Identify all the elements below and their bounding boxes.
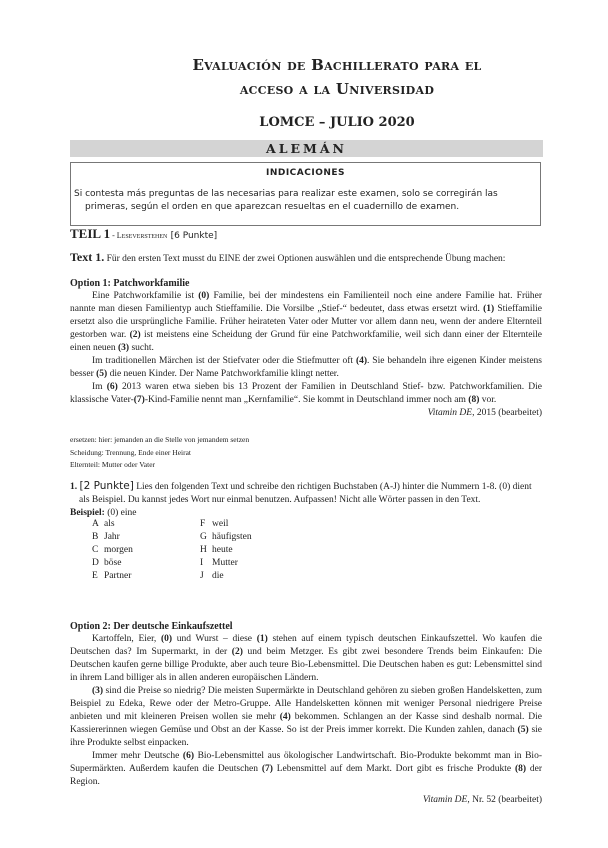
section-points: [6 Punkte] bbox=[170, 231, 218, 241]
choice-letter: G bbox=[200, 532, 207, 542]
paragraph-text: bekommen. Schlangen an der Kasse sind deshalb normal. Die Kassiererinnen wiegen Gemüse und Obst an der Kasse. So ist der Preis immer korrekt. Die Kunden zahlen, danach bbox=[70, 712, 542, 735]
exam-title-line1: Evaluación de Bachillerato para el bbox=[192, 56, 482, 74]
exam-title-line2: acceso a la Universidad bbox=[239, 80, 435, 98]
paragraph-text: und beim Metzger. Es gibt zwei besondere Trends beim Einkaufen: Die Deutschen kaufen gerne billige Produkte, aber auch teure Bio-Lebensmittel. Die Deutschen haben es gut: Lebensmittel sind in ihrem Land billiger als in allen anderen europäischen Ländern. bbox=[70, 647, 543, 683]
choice-word: weil bbox=[212, 519, 229, 529]
paragraph bbox=[70, 381, 542, 407]
glossary-item: Elternteil: Mutter oder Vater bbox=[70, 460, 156, 469]
choice-word: als bbox=[104, 519, 115, 529]
task1-instruction bbox=[70, 480, 542, 507]
task1-text: Lies den folgenden Text und schreibe den richtigen Buchstaben (A-J) hinter die Nummern 1-8. (0) dient als Beispiel. Du kannst jedes Wort nur einmal benutzen. Aufpassen! Nicht alle Wörter passen in den Text. bbox=[79, 482, 532, 505]
gap-number: (1) bbox=[256, 634, 268, 644]
paragraph-text: die neuen Kinder. Der Name Patchworkfamilie klingt netter. bbox=[107, 369, 339, 379]
choice-word: die bbox=[212, 571, 224, 581]
gap-number: (8) bbox=[468, 395, 480, 405]
choice-letter: J bbox=[200, 571, 204, 581]
instructions-text: Si contesta más preguntas de las necesarias para realizar este examen, solo se corregirán las primeras, según el orden en que aparezcan resueltas en el cuadernillo de examen. bbox=[74, 189, 498, 212]
text1-instruction bbox=[70, 250, 505, 265]
gap-number: (4) bbox=[279, 712, 291, 722]
paragraph-text: und Wurst – diese bbox=[172, 634, 257, 644]
subject-banner: ALEMÁN bbox=[70, 140, 543, 157]
choice-word: häufigsten bbox=[212, 532, 252, 542]
text1-label: Text 1. bbox=[70, 250, 105, 264]
paragraph-text: sucht. bbox=[129, 343, 154, 353]
paragraph-text: sie ihre Produkte selbst einpacken. bbox=[70, 725, 542, 748]
gap-number: (7) bbox=[261, 764, 273, 774]
paragraph-text: vor. bbox=[479, 395, 497, 405]
paragraph-text: Im traditionellen Märchen ist der Stiefvater oder die Stiefmutter oft bbox=[92, 356, 356, 366]
example-value: (0) eine bbox=[107, 508, 137, 518]
task1-number: 1. bbox=[70, 482, 78, 492]
paragraph-text: Stieffamilie ersetzt also die ursprüngliche Familie. Früher heirateten Vater oder Mutter vor allem dann neu, wenn der andere Elternteil gestorben war. bbox=[70, 304, 542, 340]
gap-number: (1) bbox=[483, 304, 495, 314]
paragraph-text: ist meistens eine Scheidung der Grund für eine Patchworkfamilie, weil sich dann einer der Elternteile einen neuen bbox=[70, 330, 543, 353]
section-name: Leseverstehen bbox=[116, 231, 168, 240]
paragraph-text: Im bbox=[92, 382, 107, 392]
gap-number: (2) bbox=[129, 330, 141, 340]
instructions-heading: INDICACIONES bbox=[265, 168, 346, 178]
example-label: Beispiel: bbox=[70, 508, 105, 518]
word-choice bbox=[200, 570, 320, 583]
source-detail: , 2015 (bearbeitet) bbox=[472, 408, 542, 418]
choice-letter: E bbox=[92, 571, 98, 581]
paragraph-text: sind die Preise so niedrig? Die meisten Supermärkte in Deutschland gehören zu sieben großen Handelsketten, zum Beispiel zu Edeka, Rewe oder der Metro-Gruppe. Alle Handelsketten können mit weniger Personal niedrigere Preise anbieten und mit kleineren Preisen wollen sie mehr bbox=[70, 686, 542, 722]
paragraph bbox=[70, 750, 542, 789]
choice-word: heute bbox=[212, 545, 233, 555]
instructions-box bbox=[70, 162, 541, 226]
word-choice bbox=[92, 570, 200, 583]
choice-letter: D bbox=[92, 558, 99, 568]
paragraph bbox=[70, 633, 542, 685]
choice-letter: C bbox=[92, 545, 99, 555]
gap-number: (0) bbox=[198, 291, 210, 301]
paragraph bbox=[70, 685, 542, 750]
source-detail: , Nr. 52 (bearbeitet) bbox=[467, 795, 542, 805]
choice-letter: A bbox=[92, 519, 99, 529]
paragraph-text: Immer mehr Deutsche bbox=[92, 751, 183, 761]
paragraph-text: 2013 waren etwa sieben bis 13 Prozent der Familien in Deutschland Stief- bzw. Patchworkfamilien. Die klassische Vater- bbox=[70, 382, 542, 405]
word-choices bbox=[92, 518, 320, 583]
word-choice bbox=[92, 557, 200, 570]
paragraph-text: -Kind-Familie nennt man „Kernfamilie“. Sie kommt in Deutschland immer noch am bbox=[144, 395, 469, 405]
glossary-item: ersetzen: hier: jemanden an die Stelle von jemandem setzen bbox=[70, 435, 250, 444]
word-choice bbox=[92, 518, 200, 531]
option2-heading: Option 2: Der deutsche Einkaufszettel bbox=[70, 621, 233, 632]
choice-letter: I bbox=[200, 558, 204, 568]
option1 bbox=[70, 277, 542, 420]
gap-number: (5) bbox=[96, 369, 108, 379]
task1-points: [2 Punkte] bbox=[79, 480, 134, 492]
choice-letter: H bbox=[200, 545, 207, 555]
paragraph-text: Eine Patchworkfamilie ist bbox=[92, 291, 199, 301]
option1-source bbox=[70, 407, 542, 420]
section-separator: - bbox=[110, 231, 117, 240]
source-title: Vitamin DE bbox=[427, 408, 473, 418]
gap-number: (4) bbox=[355, 356, 368, 366]
word-choice bbox=[200, 531, 320, 544]
gap-number: (3) bbox=[92, 686, 104, 696]
option1-text bbox=[70, 290, 542, 407]
glossary-item: Scheidung: Trennung, Ende einer Heirat bbox=[70, 447, 192, 457]
choice-word: Mutter bbox=[212, 558, 238, 568]
word-choice bbox=[200, 557, 320, 570]
gap-number: (6) bbox=[106, 382, 118, 392]
gap-number: (8) bbox=[514, 764, 527, 774]
word-choice bbox=[92, 531, 200, 544]
section-heading bbox=[70, 226, 217, 242]
paragraph bbox=[70, 290, 542, 355]
paragraph-text: stehen auf einem typisch deutschen Einkaufszettel. Wo kaufen die Deutschen das? Im Supermarkt, in der bbox=[70, 634, 542, 657]
paragraph bbox=[70, 355, 542, 381]
option2-text bbox=[70, 633, 542, 789]
section-label: TEIL 1 bbox=[70, 226, 111, 241]
gap-number: (6) bbox=[182, 751, 194, 761]
choice-word: morgen bbox=[104, 545, 133, 555]
choice-letter: B bbox=[92, 532, 99, 542]
exam-session: LOMCE – JULIO 2020 bbox=[259, 115, 415, 130]
gap-number: (0) bbox=[160, 634, 173, 644]
choice-word: Jahr bbox=[104, 532, 120, 542]
paragraph-text: der Region. bbox=[70, 764, 542, 787]
word-choice bbox=[200, 544, 320, 557]
choice-word: Partner bbox=[104, 571, 132, 581]
gap-number: (3) bbox=[118, 343, 130, 353]
option2 bbox=[70, 620, 542, 807]
paragraph-text: Lebensmittel auf dem Markt. Dort gibt es frische Produkte bbox=[272, 764, 515, 774]
paragraph-text: Familie, bei der mindestens ein Familienteil noch eine andere Familie hat. Früher nannte man diesen Familientyp auch Stieffamilie. Die Vorsilbe „Stief-“ bedeutet, dass etwas ersetzt wird. bbox=[70, 291, 542, 314]
choice-word: böse bbox=[104, 558, 122, 568]
option2-source bbox=[70, 794, 542, 807]
gap-number: (2) bbox=[231, 647, 243, 657]
glossary bbox=[70, 434, 249, 472]
task1 bbox=[70, 480, 542, 520]
option1-heading: Option 1: Patchworkfamilie bbox=[70, 278, 190, 289]
gap-number: (7) bbox=[133, 395, 145, 405]
text1-text: Für den ersten Text musst du EINE der zwei Optionen auswählen und die entsprechende Übung machen: bbox=[106, 254, 506, 264]
word-choice bbox=[92, 544, 200, 557]
paragraph-text: Bio-Lebensmittel aus ökologischer Landwirtschaft. Bio-Produkte bekommt man in Bio-Supermärkten. Außerdem kaufen die Deutschen bbox=[70, 751, 542, 774]
word-choice bbox=[200, 518, 320, 531]
source-title: Vitamin DE bbox=[422, 795, 468, 805]
paragraph-text: . Sie behandeln ihre eigenen Kinder meistens besser bbox=[70, 356, 542, 379]
gap-number: (5) bbox=[517, 725, 529, 735]
choice-letter: F bbox=[200, 519, 206, 529]
paragraph-text: Kartoffeln, Eier, bbox=[92, 634, 161, 644]
